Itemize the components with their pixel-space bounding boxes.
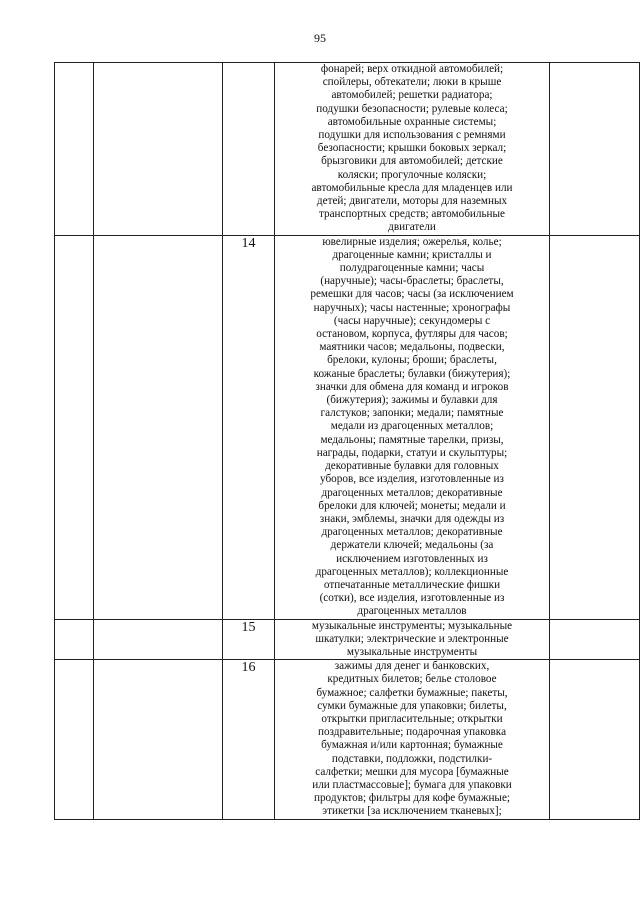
description-line: открытки пригласительные; открытки: [321, 712, 503, 725]
empty-cell-second: [94, 660, 223, 819]
empty-cell-last: [550, 660, 640, 819]
description-line: брелоки, кулоны; броши; браслеты,: [327, 354, 497, 367]
description-line: или пластмассовые]; бумага для упаковки: [312, 778, 512, 791]
empty-cell-first: [55, 660, 94, 819]
description-line: медальоны; памятные тарелки, призы,: [320, 433, 504, 446]
description-line: этикетки [за исключением тканевых];: [322, 805, 502, 818]
class-number-cell: 15: [223, 619, 275, 660]
description-line: кредитных билетов; белье столовое: [327, 673, 497, 686]
description-line: держатели ключей; медальоны (за: [330, 539, 494, 552]
description-line: (часы наручные); секундомеры с: [333, 314, 491, 327]
empty-cell-last: [550, 619, 640, 660]
description-line: ювелирные изделия; ожерелья, колье;: [322, 235, 502, 248]
description-line: кожаные браслеты; булавки (бижутерия);: [313, 367, 511, 380]
table-row: [55, 619, 640, 660]
description-line: медали из драгоценных металлов;: [330, 420, 494, 433]
description-line: продуктов; фильтры для кофе бумажные;: [313, 792, 511, 805]
description-line: фонарей; верх откидной автомобилей;: [320, 63, 504, 75]
description-line: бумажная и/или картонная; бумажные: [321, 739, 503, 752]
description-line: ремешки для часов; часы (за исключением: [310, 288, 514, 301]
description-line: подставки, подложки, подстилки-: [331, 752, 493, 765]
description-line: наручных); часы настенные; хронографы: [313, 301, 511, 314]
description-line: (бижутерия); зажимы и булавки для: [326, 394, 498, 407]
description-line: шкатулки; электрические и электронные: [315, 632, 509, 645]
description-line: автомобильные кресла для младенцев или: [311, 181, 513, 194]
class-number-cell: 16: [223, 660, 275, 819]
description-line: драгоценных металлов; декоративные: [321, 526, 503, 539]
description-line: значки для обмена для команд и игроков: [315, 380, 509, 393]
description-line: декоративные булавки для головных: [325, 460, 499, 473]
description-line: полудрагоценные камни; часы: [339, 262, 485, 275]
description-line: подушки безопасности; рулевые колеса;: [316, 102, 508, 115]
description-line: драгоценных металлов); коллекционные: [315, 565, 509, 578]
description-line: сумки бумажные для упаковки; билеты,: [317, 699, 507, 712]
classification-table: [54, 62, 640, 820]
description-line: драгоценных металлов: [357, 605, 467, 618]
description-line: драгоценные камни; кристаллы и: [332, 248, 492, 261]
description-line: галстуков; запонки; медали; памятные: [320, 407, 504, 420]
description-line: исключением изготовленных из: [336, 552, 488, 565]
description-line: поздравительные; подарочная упаковка: [317, 726, 507, 739]
description-line: зажимы для денег и банковских,: [334, 660, 490, 673]
empty-cell-second: [94, 235, 223, 619]
description-line: брызговики для автомобилей; детские: [321, 155, 503, 168]
empty-cell-second: [94, 619, 223, 660]
description-line: маятники часов; медальоны, подвески,: [319, 341, 505, 354]
description-line: автомобилей; решетки радиатора;: [331, 89, 493, 102]
description-line: драгоценных металлов; декоративные: [321, 486, 503, 499]
class-number-cell: [223, 63, 275, 236]
description-line: транспортных средств; автомобильные: [318, 208, 506, 221]
description-line: безопасности; крышки боковых зеркал;: [317, 142, 507, 155]
description-line: музыкальные инструменты: [346, 645, 478, 658]
class-number-cell: 14: [223, 235, 275, 619]
page-number: 95: [314, 31, 326, 45]
description-line: детей; двигатели, моторы для наземных: [316, 195, 508, 208]
empty-cell-last: [550, 235, 640, 619]
goods-description-cell: [275, 619, 550, 660]
description-line: двигатели: [388, 221, 436, 234]
empty-cell-first: [55, 619, 94, 660]
description-line: (сотки), все изделия, изготовленные из: [319, 592, 505, 605]
goods-description-cell: [275, 235, 550, 619]
empty-cell-last: [550, 63, 640, 236]
table-row: [55, 63, 640, 236]
goods-description-cell: [275, 63, 550, 236]
description-line: салфетки; мешки для мусора [бумажные: [315, 765, 509, 778]
table-row: [55, 660, 640, 819]
description-line: автомобильные охранные системы;: [327, 115, 497, 128]
description-line: бумажное; салфетки бумажные; пакеты,: [316, 686, 508, 699]
description-line: отпечатанные металлические фишки: [323, 578, 501, 591]
description-line: коляски; прогулочные коляски;: [337, 168, 487, 181]
description-line: остановом, корпуса, футляры для часов;: [316, 328, 508, 341]
description-line: спойлеры, обтекатели; люки в крыше: [322, 76, 502, 89]
description-line: (наручные); часы-браслеты; браслеты,: [320, 275, 504, 288]
empty-cell-second: [94, 63, 223, 236]
empty-cell-first: [55, 63, 94, 236]
empty-cell-first: [55, 235, 94, 619]
description-line: награды, подарки, статуи и скульптуры;: [316, 446, 508, 459]
table-row: [55, 235, 640, 619]
description-line: знаки, эмблемы, значки для одежды из: [319, 512, 505, 525]
description-line: музыкальные инструменты; музыкальные: [311, 619, 513, 632]
description-line: брелоки для ключей; монеты; медали и: [318, 499, 506, 512]
goods-description-cell: [275, 660, 550, 819]
description-line: уборов, все изделия, изготовленные из: [320, 473, 504, 486]
description-line: подушки для использования с ремнями: [318, 129, 506, 142]
